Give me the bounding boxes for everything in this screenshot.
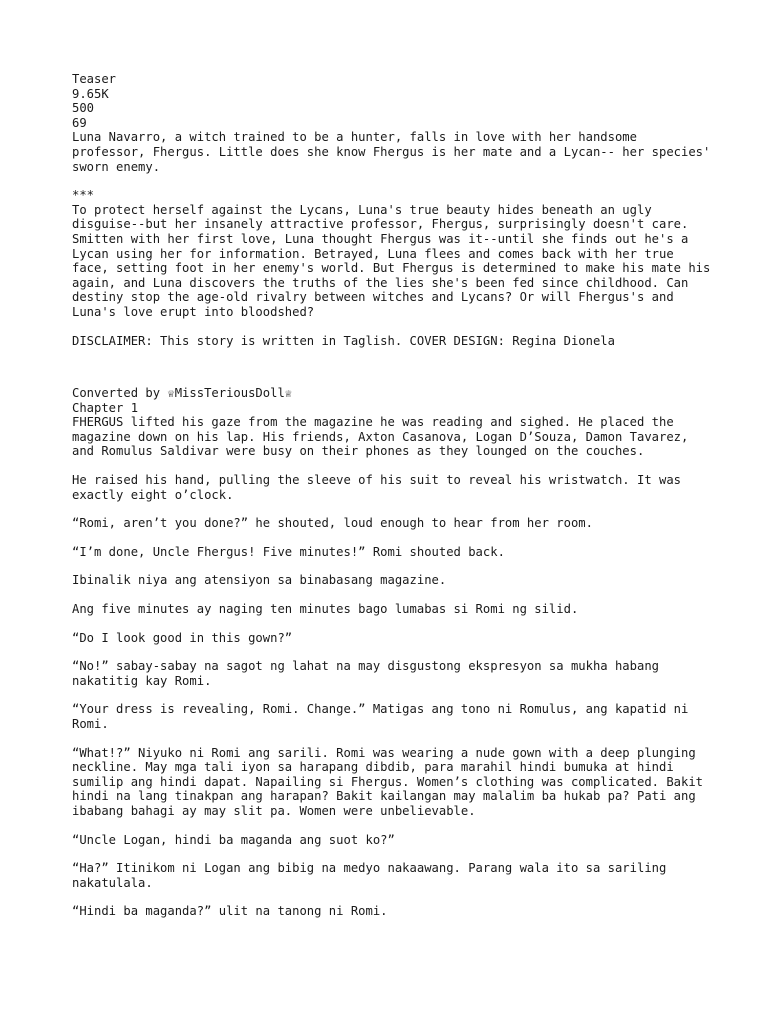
section-separator: ***: [72, 188, 95, 203]
story-title: Teaser: [72, 72, 117, 86]
story-description: To protect herself against the Lycans, Luna's true beauty hides beneath an ugly disguise--but her insanely attractive professor, Fhergus, surprisingly doesn't care. Smitten with her first love, Luna thought Fhergus was it--until she finds out he's a Lycan using her for information. Betrayed, Luna flees and comes back with her true face, setting foot in her enemy's world. But Fhergus is determined to make his mate his again, and Luna discovers the truths of the lies she's been fed since childhood. Can destiny stop the age-old rivalry between witches and Lycans? Or will Fhergus's and Luna's love erupt into bloodshed?: [72, 202, 718, 319]
chapter-paragraph: Ibinalik niya ang atensiyon sa binabasang magazine.: [72, 573, 447, 588]
chapter-paragraph: “Do I look good in this gown?”: [72, 630, 293, 645]
chapter-paragraph: “Ha?” Itinikom ni Logan ang bibig na medyo nakaawang. Parang wala ito sa sariling nakatulala.: [72, 861, 674, 890]
chapter-paragraph: “Uncle Logan, hindi ba maganda ang suot ko?”: [72, 832, 395, 847]
chapter-paragraph: FHERGUS lifted his gaze from the magazine he was reading and sighed. He placed the magazine down on his lap. His friends, Axton Casanova, Logan D’Souza, Damon Tavarez, and Romulus Saldivar were busy on their phones as they lounged on the couches.: [72, 415, 696, 459]
chapter-heading: Chapter 1: [72, 400, 139, 415]
chapter-paragraph: Ang five minutes ay naging ten minutes bago lumabas si Romi ng silid.: [72, 602, 579, 617]
chapter-paragraph: “Hindi ba maganda?” ulit na tanong ni Romi.: [72, 904, 388, 919]
reads-count: 9.65K: [72, 86, 109, 101]
chapter-paragraph: He raised his hand, pulling the sleeve of his suit to reveal his wristwatch. It was exactly eight o’clock.: [72, 473, 689, 502]
document-page: [72, 72, 718, 919]
parts-count: 69: [72, 115, 87, 130]
chapter-paragraph: “What!?” Niyuko ni Romi ang sarili. Romi was wearing a nude gown with a deep plunging neckline. May mga tali iyon sa harapang dibdib, para marahil hindi bumuka at hindi sumilip ang hindi dapat. Napailing si Fhergus. Women’s clothing was complicated. Bakit hindi na lang tinakpan ang harapan? Bakit kailangan may malalim ba hukab pa? Pati ang ibabang bahagi ay may slit pa. Women were unbelievable.: [72, 745, 711, 818]
story-summary: Luna Navarro, a witch trained to be a hunter, falls in love with her handsome professor, Fhergus. Little does she know Fhergus is her mate and a Lycan-- her species' sworn enemy.: [72, 130, 718, 174]
votes-count: 500: [72, 101, 95, 116]
disclaimer: DISCLAIMER: This story is written in Taglish. COVER DESIGN: Regina Dionela: [72, 333, 615, 348]
converted-by: Converted by ♕MissTeriousDoll♕: [72, 386, 293, 401]
chapter-paragraph: “Your dress is revealing, Romi. Change.” Matigas ang tono ni Romulus, ang kapatid ni Romi.: [72, 702, 696, 731]
chapter-paragraph: “Romi, aren’t you done?” he shouted, loud enough to hear from her room.: [72, 516, 593, 531]
chapter-paragraph: “I’m done, Uncle Fhergus! Five minutes!” Romi shouted back.: [72, 544, 505, 559]
chapter-paragraph: “No!” sabay-sabay na sagot ng lahat na may disgustong ekspresyon sa mukha habang nakatitig kay Romi.: [72, 659, 667, 688]
